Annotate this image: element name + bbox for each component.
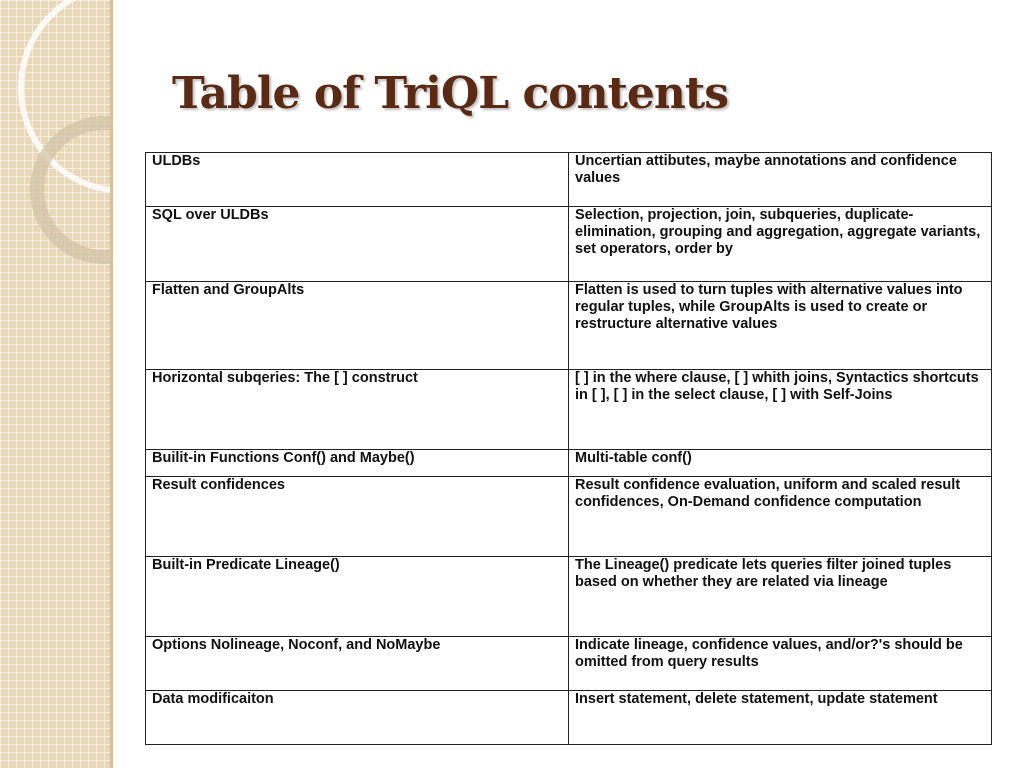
topic-cell: Builit-in Functions Conf() and Maybe() [146,450,569,477]
topic-cell: Built-in Predicate Lineage() [146,557,569,637]
description-cell: Insert statement, delete statement, update statement [569,691,992,745]
description-cell: Selection, projection, join, subqueries, duplicate-elimination, grouping and aggregation, aggregate variants, set operators, order by [569,207,992,282]
table-row [146,370,992,450]
table-row [146,691,992,745]
topic-cell: Result confidences [146,477,569,557]
topic-cell: ULDBs [146,153,569,207]
table-row [146,282,992,370]
description-cell: Result confidence evaluation, uniform and scaled result confidences, On-Demand confidence computation [569,477,992,557]
description-cell: Multi-table conf() [569,450,992,477]
description-cell: Flatten is used to turn tuples with alternative values into regular tuples, while GroupAlts is used to create or restructure alternative values [569,282,992,370]
table-row [146,207,992,282]
table-row [146,637,992,691]
table-row [146,557,992,637]
topic-cell: Options Nolineage, Noconf, and NoMaybe [146,637,569,691]
decorative-sidebar [0,0,113,768]
description-cell: Indicate lineage, confidence values, and/or?'s should be omitted from query results [569,637,992,691]
description-cell: [ ] in the where clause, [ ] whith joins, Syntactics shortcuts in [ ], [ ] in the select clause, [ ] with Self-Joins [569,370,992,450]
topic-cell: Flatten and GroupAlts [146,282,569,370]
topic-cell: SQL over ULDBs [146,207,569,282]
sidebar-edge [110,0,113,768]
slide-title: Table of TriQL contents [172,68,728,119]
table-row [146,153,992,207]
table-row [146,450,992,477]
description-cell: Uncertian attibutes, maybe annotations and confidence values [569,153,992,207]
table-row [146,477,992,557]
topic-cell: Horizontal subqeries: The [ ] construct [146,370,569,450]
topic-cell: Data modificaiton [146,691,569,745]
contents-table [145,152,992,745]
description-cell: The Lineage() predicate lets queries filter joined tuples based on whether they are related via lineage [569,557,992,637]
